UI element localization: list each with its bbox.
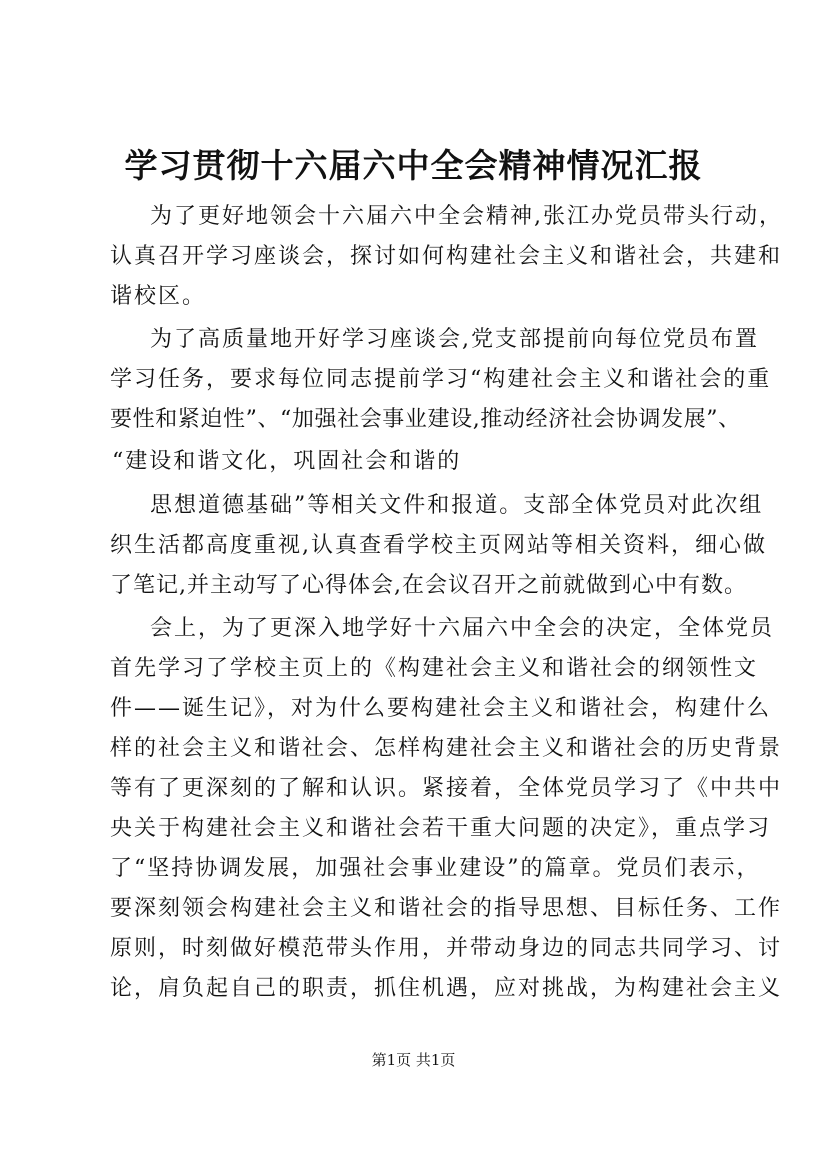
body-line: 首先学习了学校主页上的《构建社会主义和谐社会的纲领性文 xyxy=(110,656,759,681)
body-line: 学习任务，要求每位同志提前学习“构建社会主义和谐社会的重 xyxy=(110,367,772,392)
body-line: 了笔记,并主动写了心得体会,在会议召开之前就做到心中有数。 xyxy=(110,573,747,598)
document-title: 学习贯彻十六届六中全会精神情况汇报 xyxy=(124,146,703,185)
body-line: 要深刻领会构建社会主义和谐社会的指导思想、目标任务、工作 xyxy=(110,896,783,921)
body-line: 论，肩负起自己的职责，抓住机遇，应对挑战，为构建社会主义 xyxy=(110,976,783,1001)
body-line: 件——诞生记》，对为什么要构建社会主义和谐社会，构建什么 xyxy=(110,696,772,721)
body-line: 原则，时刻做好模范带头作用，并带动身边的同志共同学习、讨 xyxy=(110,936,783,961)
body-line: 会上，为了更深入地学好十六届六中全会的决定，全体党员 xyxy=(150,616,775,641)
body-line: 谐校区。 xyxy=(110,284,207,309)
body-line: 认真召开学习座谈会，探讨如何构建社会主义和谐社会，共建和 xyxy=(110,244,783,269)
body-line: 央关于构建社会主义和谐社会若干重大问题的决定》，重点学习 xyxy=(110,816,772,841)
body-line: 为了更好地领会十六届六中全会精神,张江办党员带头行动， xyxy=(150,204,783,229)
body-line: 织生活都高度重视,认真查看学校主页网站等相关资料，细心做 xyxy=(110,533,767,558)
body-line: “建设和谐文化，巩固社会和谐的 xyxy=(112,449,462,474)
body-line: 要性和紧迫性”、“加强社会事业建设,推动经济社会协调发展”、 xyxy=(110,407,741,432)
body-line: 了“坚持协调发展，加强社会事业建设”的篇章。党员们表示， xyxy=(110,856,761,881)
body-line: 为了高质量地开好学习座谈会,党支部提前向每位党员布置 xyxy=(150,327,759,352)
body-line: 思想道德基础”等相关文件和报道。支部全体党员对此次组 xyxy=(150,493,764,518)
page-number: 第1页 共1页 xyxy=(371,1051,456,1069)
body-line: 样的社会主义和谐社会、怎样构建社会主义和谐社会的历史背景 xyxy=(110,736,783,761)
body-line: 等有了更深刻的了解和认识。紧接着，全体党员学习了《中共中 xyxy=(110,776,783,801)
